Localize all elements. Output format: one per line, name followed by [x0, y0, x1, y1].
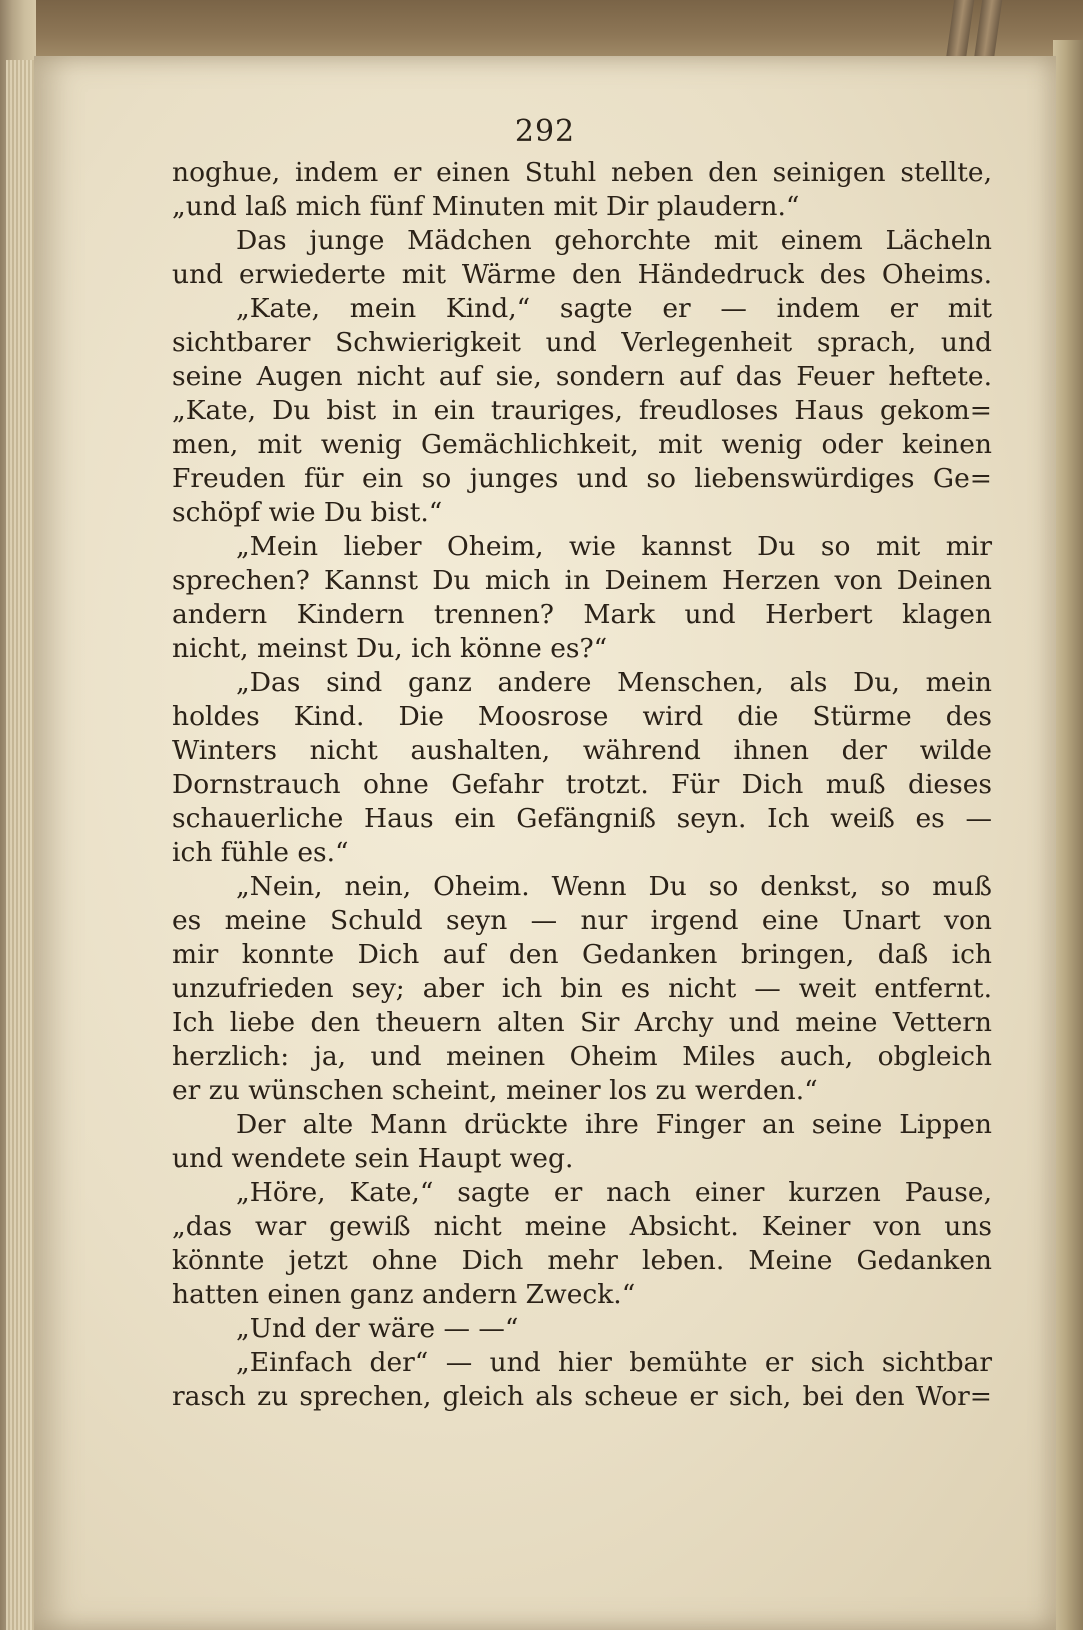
- text-line: „Mein lieber Oheim, wie kannst Du so mit mir: [236, 531, 992, 562]
- text-line: unzufrieden sey; aber ich bin es nicht — weit entfernt.: [172, 973, 992, 1004]
- text-line: ich fühle es.“: [172, 837, 349, 868]
- text-line: seine Augen nicht auf sie, sondern auf das Feuer heftete.: [172, 361, 992, 392]
- text-line: mir konnte Dich auf den Gedanken bringen, daß ich: [172, 939, 992, 970]
- text-line: holdes Kind. Die Moosrose wird die Stürme des: [172, 701, 992, 732]
- text-line: Freuden für ein so junges und so liebenswürdiges Ge=: [172, 463, 992, 494]
- text-line: „Höre, Kate,“ sagte er nach einer kurzen Pause,: [236, 1177, 992, 1208]
- text-line: sichtbarer Schwierigkeit und Verlegenheit sprach, und: [172, 327, 992, 358]
- text-line: und erwiederte mit Wärme den Händedruck des Oheims.: [172, 259, 992, 290]
- text-line: schöpf wie Du bist.“: [172, 497, 443, 528]
- text-line: Winters nicht aushalten, während ihnen der wilde: [172, 735, 992, 766]
- text-line: „und laß mich fünf Minuten mit Dir plaudern.“: [172, 191, 800, 222]
- text-line: Das junge Mädchen gehorchte mit einem Lächeln: [236, 225, 992, 256]
- text-line: „Und der wäre — —“: [236, 1313, 519, 1344]
- text-line: „Kate, mein Kind,“ sagte er — indem er mit: [236, 293, 992, 324]
- text-line: Ich liebe den theuern alten Sir Archy und meine Vettern: [172, 1007, 992, 1038]
- text-line: Dornstrauch ohne Gefahr trotzt. Für Dich muß dieses: [172, 769, 992, 800]
- page-text-block: [172, 156, 992, 1414]
- text-line: sprechen? Kannst Du mich in Deinem Herzen von Deinen: [172, 565, 992, 596]
- text-line: men, mit wenig Gemächlichkeit, mit wenig oder keinen: [172, 429, 992, 460]
- page-number: 292: [514, 114, 576, 149]
- text-line: Der alte Mann drückte ihre Finger an seine Lippen: [236, 1109, 992, 1140]
- book-binding-top: [0, 0, 1083, 58]
- book-page: [34, 56, 1056, 1630]
- text-line: er zu wünschen scheint, meiner los zu werden.“: [172, 1075, 818, 1106]
- text-line: rasch zu sprechen, gleich als scheue er sich, bei den Wor=: [172, 1381, 992, 1412]
- text-line: andern Kindern trennen? Mark und Herbert klagen: [172, 599, 992, 630]
- text-line: herzlich: ja, und meinen Oheim Miles auch, obgleich: [172, 1041, 992, 1072]
- text-line: schauerliche Haus ein Gefängniß seyn. Ich weiß es —: [172, 803, 992, 834]
- text-line: „das war gewiß nicht meine Absicht. Keiner von uns: [172, 1211, 992, 1242]
- text-line: „Nein, nein, Oheim. Wenn Du so denkst, so muß: [236, 871, 992, 902]
- text-line: und wendete sein Haupt weg.: [172, 1143, 574, 1174]
- text-line: „Das sind ganz andere Menschen, als Du, mein: [236, 667, 992, 698]
- text-line: hatten einen ganz andern Zweck.“: [172, 1279, 636, 1310]
- text-line: „Einfach der“ — und hier bemühte er sich sichtbar: [236, 1347, 992, 1378]
- text-line: noghue, indem er einen Stuhl neben den seinigen stellte,: [172, 157, 992, 188]
- page-edge-right: [1053, 40, 1083, 1630]
- text-line: „Kate, Du bist in ein trauriges, freudloses Haus gekom=: [172, 395, 992, 426]
- text-line: es meine Schuld seyn — nur irgend eine Unart von: [172, 905, 992, 936]
- text-line: könnte jetzt ohne Dich mehr leben. Meine Gedanken: [172, 1245, 992, 1276]
- text-line: nicht, meinst Du, ich könne es?“: [172, 633, 608, 664]
